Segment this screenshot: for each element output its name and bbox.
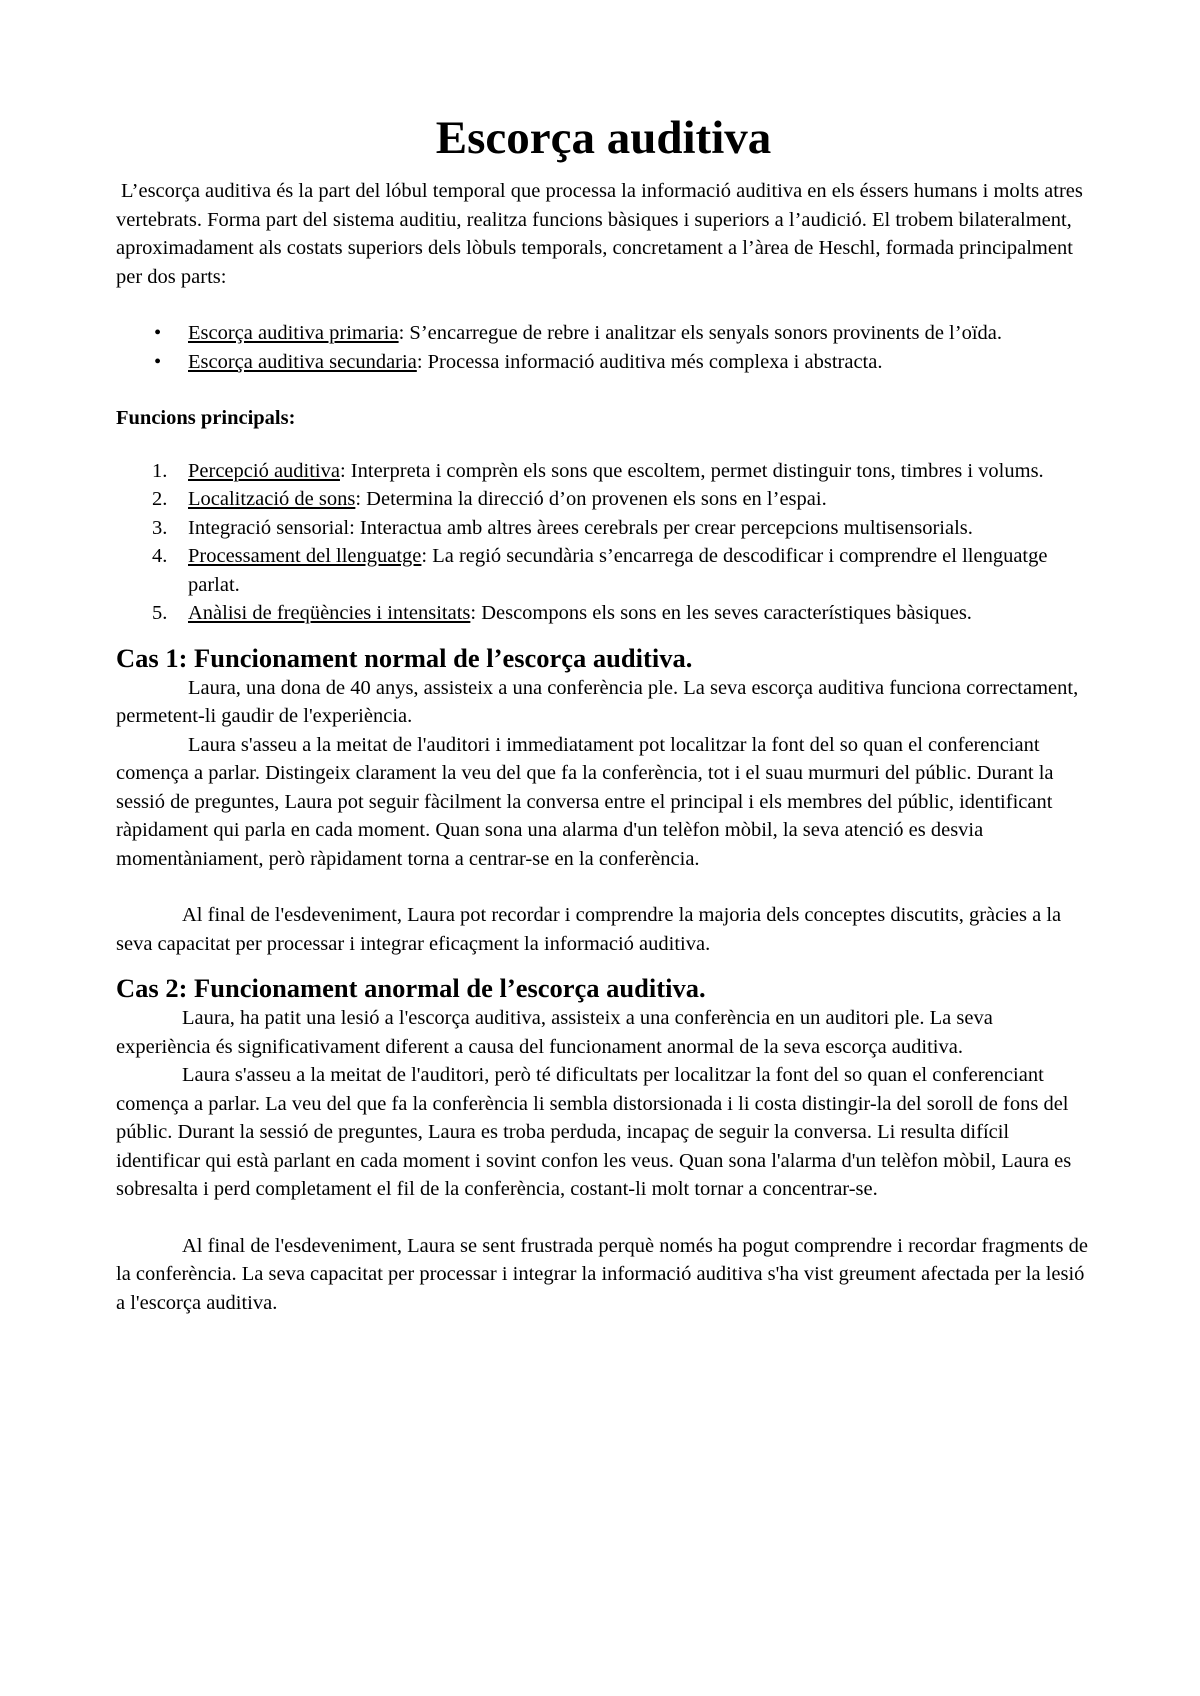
list-item-term: Localització de sons (188, 488, 356, 510)
list-item (116, 514, 1091, 543)
list-item-text: : Processa informació auditiva més complexa i abstracta. (416, 350, 883, 373)
functions-list (116, 457, 1091, 628)
list-number: 2. (152, 488, 168, 510)
list-item (116, 457, 1091, 486)
intro-paragraph: L’escorça auditiva és la part del lóbul temporal que processa la informació auditiva en els éssers humans i molts atres vertebrats. Forma part del sistema auditiu, realitza funcions bàsiques i superiors a l’audició. El trobem bilateralment, aproximadament als costats superiors dels lòbuls temporals, concretament a l’àrea de Heschl, formada principalment per dos parts: (116, 180, 1083, 288)
list-item (116, 348, 1091, 377)
list-item (116, 599, 1091, 628)
document-page (116, 110, 1091, 1317)
case1-paragraph-1: Laura, una dona de 40 anys, assisteix a una conferència ple. La seva escorça auditiva funciona correctament, permetent-li gaudir de l'experiència. (116, 676, 1079, 727)
list-number: 3. (152, 516, 168, 539)
case2-paragraph-3: Al final de l'esdeveniment, Laura se sent frustrada perquè només ha pogut comprendre i recordar fragments de la conferència. La seva capacitat per processar i integrar la informació auditiva s'ha vist greument afectada per la lesió a l'escorça auditiva. (116, 1234, 1088, 1314)
list-number: 1. (152, 459, 168, 482)
list-item-term: Escorça auditiva primaria (188, 322, 399, 344)
document-title: Escorça auditiva (435, 112, 772, 164)
functions-heading: Funcions principals: (116, 407, 296, 429)
list-item (116, 319, 1091, 348)
list-item-term: Anàlisi de freqüències i intensitats (188, 602, 471, 624)
case2-paragraph-1: Laura, ha patit una lesió a l'escorça auditiva, assisteix a una conferència en un auditori ple. La seva experiència és significativament diferent a causa del funcionament anormal de la seva escorça auditiva. (116, 1007, 993, 1058)
list-item-term: Processament del llenguatge (188, 545, 422, 567)
case2-heading: Cas 2: Funcionament anormal de l’escorça auditiva. (116, 973, 706, 1003)
list-item-term: Percepció auditiva (188, 459, 340, 482)
case2-paragraph-2: Laura s'asseu a la meitat de l'auditori, però té dificultats per localitzar la font del so quan el conferenciant comença a parlar. La veu del que fa la conferència li sembla distorsionada i li costa distingir-la del soroll de fons del públic. Durant la sessió de preguntes, Laura es troba perduda, incapaç de seguir la conversa. Li resulta difícil identificar qui està parlant en cada moment i sovint confon les veus. Quan sona l'alarma d'un telèfon mòbil, Laura es sobresalta i perd completament el fil de la conferència, costant-li molt tornar a concentrar-se. (116, 1064, 1072, 1200)
list-item-text: : Determina la direcció d’on provenen els sons en l’espai. (355, 488, 827, 510)
list-item-text: : Interpreta i comprèn els sons que escoltem, permet distinguir tons, timbres i volums. (339, 459, 1044, 482)
bullet-marker: • (154, 350, 162, 373)
list-item-text: : S’encarregue de rebre i analitzar els senyals sonors provinents de l’oïda. (398, 322, 1002, 344)
list-number: 5. (152, 602, 168, 624)
list-number: 4. (152, 545, 168, 567)
case1-paragraph-3: Al final de l'esdeveniment, Laura pot recordar i comprendre la majoria dels conceptes discutits, gràcies a la seva capacitat per processar i integrar eficaçment la informació auditiva. (116, 904, 1062, 955)
case1-heading: Cas 1: Funcionament normal de l’escorça auditiva. (116, 642, 693, 673)
list-item (116, 485, 1091, 514)
list-item-text: Integració sensorial: Interactua amb altres àrees cerebrals per crear percepcions multisensorials. (188, 516, 973, 539)
list-item-text: : La regió secundària s’encarrega de descodificar i comprendre el llenguatge parlat. (188, 545, 1048, 596)
case1-paragraph-2: Laura s'asseu a la meitat de l'auditori i immediatament pot localitzar la font del so quan el conferenciant comença a parlar. Distingeix clarament la veu del que fa la conferència, tot i el suau murmuri del públic. Durant la sessió de preguntes, Laura pot seguir fàcilment la conversa entre el principal i els membres del públic, identificant ràpidament qui parla en cada moment. Quan sona una alarma d'un telèfon mòbil, la seva atenció es desvia momentàniament, però ràpidament torna a centrar-se en la conferència. (116, 733, 1054, 870)
parts-list (116, 319, 1091, 376)
list-item (116, 542, 1091, 599)
bullet-marker: • (154, 322, 162, 344)
list-item-term: Escorça auditiva secundaria (188, 350, 417, 373)
list-item-text: : Descompons els sons en les seves característiques bàsiques. (470, 602, 972, 624)
